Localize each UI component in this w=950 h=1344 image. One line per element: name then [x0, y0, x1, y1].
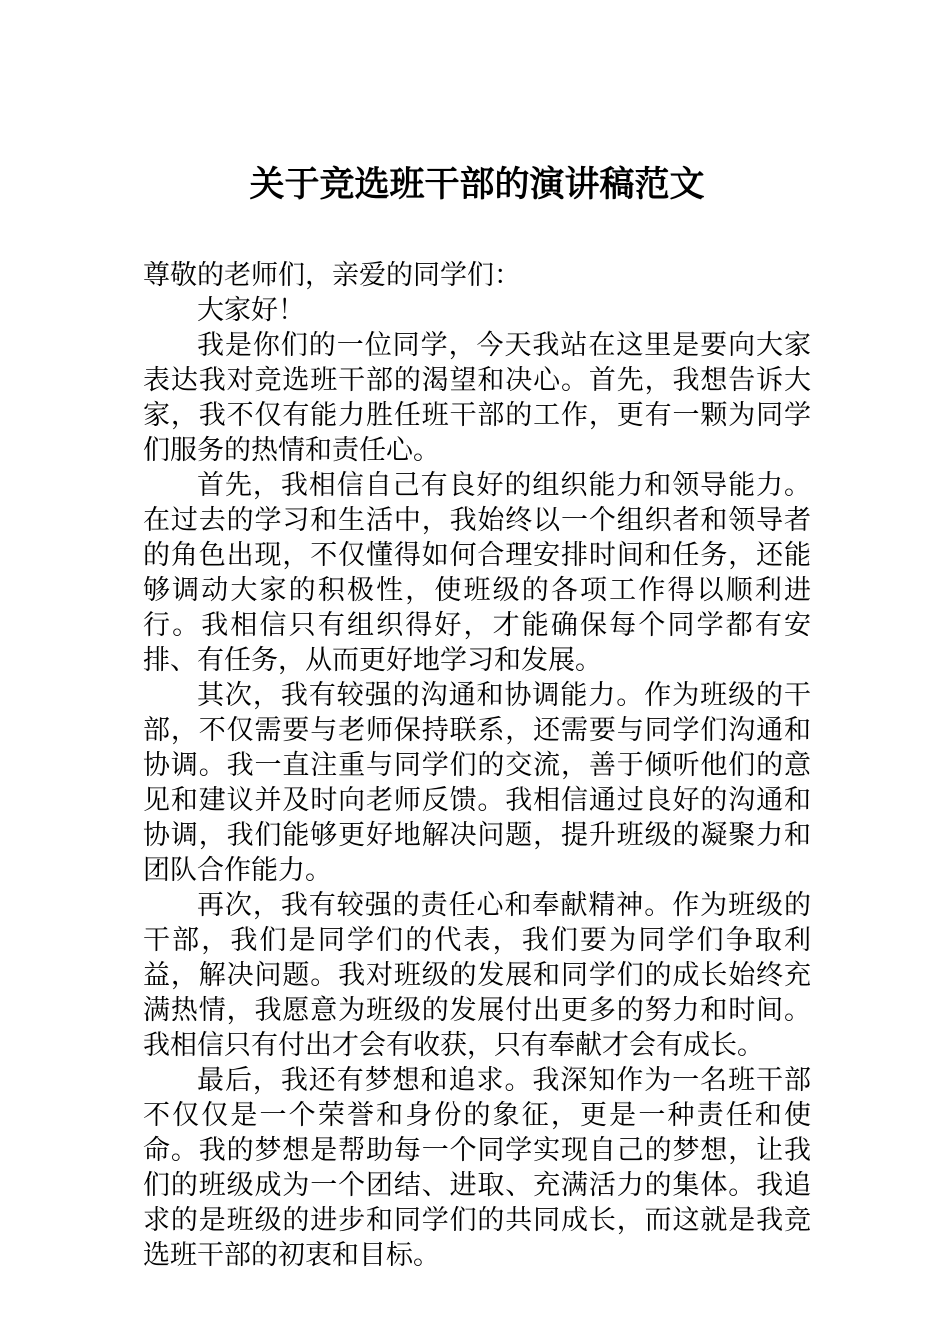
paragraph: 我是你们的一位同学，今天我站在这里是要向大家表达我对竞选班干部的渴望和决心。首先，我想告诉大家，我不仅有能力胜任班干部的工作，更有一颗为同学们服务的热情和责任心。: [143, 330, 811, 465]
paragraph: 其次，我有较强的沟通和协调能力。作为班级的干部，不仅需要与老师保持联系，还需要与同学们沟通和协调。我一直注重与同学们的交流，善于倾听他们的意见和建议并及时向老师反馈。我相信通过良好的沟通和协调，我们能够更好地解决问题，提升班级的凝聚力和团队合作能力。: [143, 680, 811, 885]
document-content: [143, 0, 811, 1273]
document-body: [143, 258, 811, 1273]
paragraph: 最后，我还有梦想和追求。我深知作为一名班干部不仅仅是一个荣誉和身份的象征，更是一种责任和使命。我的梦想是帮助每一个同学实现自己的梦想，让我们的班级成为一个团结、进取、充满活力的集体。我追求的是班级的进步和同学们的共同成长，而这就是我竞选班干部的初衷和目标。: [143, 1065, 811, 1270]
paragraph: 首先，我相信自己有良好的组织能力和领导能力。在过去的学习和生活中，我始终以一个组织者和领导者的角色出现，不仅懂得如何合理安排时间和任务，还能够调动大家的积极性，使班级的各项工作得以顺利进行。我相信只有组织得好，才能确保每个同学都有安排、有任务，从而更好地学习和发展。: [143, 470, 811, 675]
paragraph: 尊敬的老师们，亲爱的同学们：: [143, 260, 521, 290]
paragraph: 再次，我有较强的责任心和奉献精神。作为班级的干部，我们是同学们的代表，我们要为同学们争取利益，解决问题。我对班级的发展和同学们的成长始终充满热情，我愿意为班级的发展付出更多的努力和时间。我相信只有付出才会有收获，只有奉献才会有成长。: [143, 890, 811, 1060]
paragraph: 大家好！: [197, 295, 305, 325]
document-title: 关于竞选班干部的演讲稿范文: [249, 165, 705, 204]
